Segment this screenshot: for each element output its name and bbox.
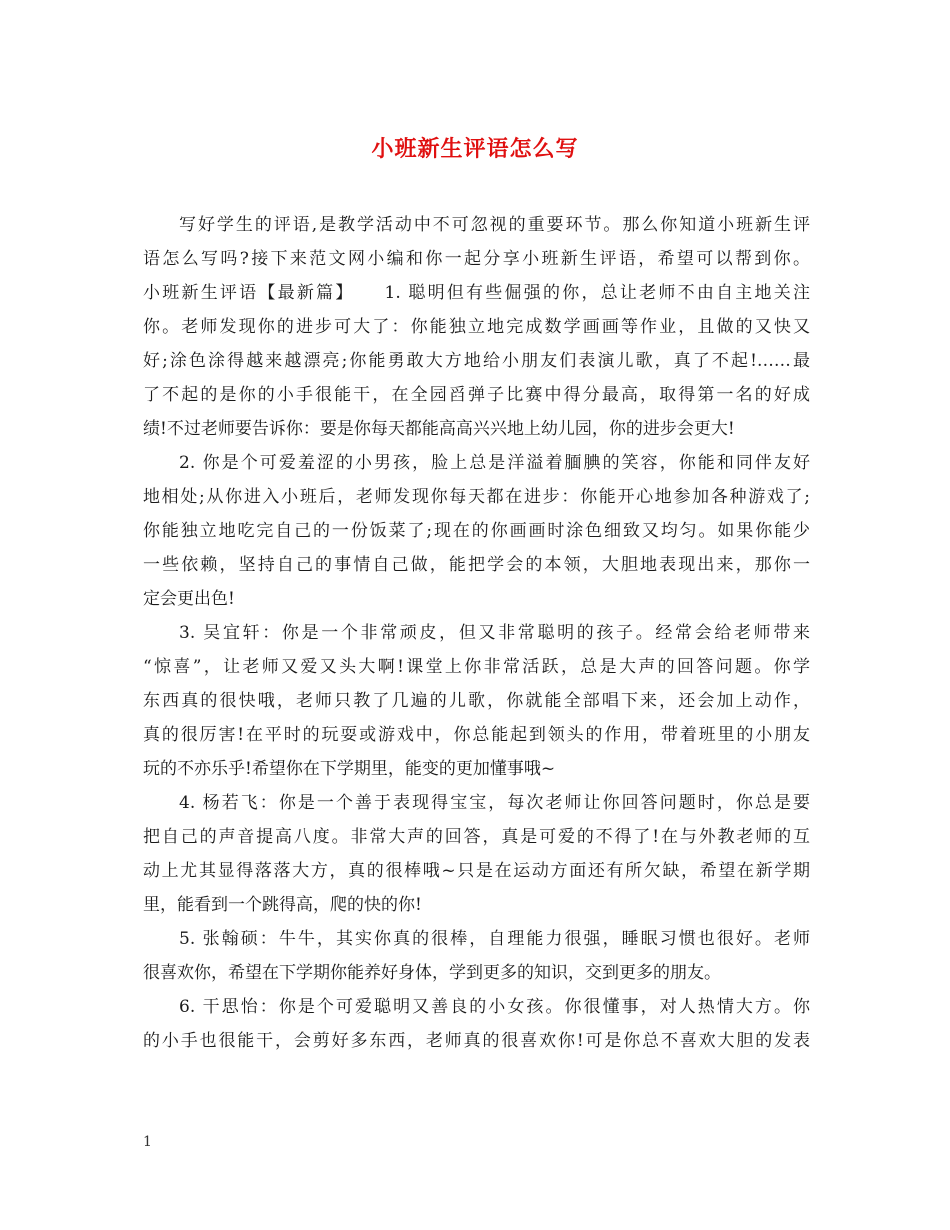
document-title: 小班新生评语怎么写	[371, 136, 579, 162]
paragraph-line: 把自己的声音提高八度。非常大声的回答，真是可爱的不得了!在与外教老师的互	[143, 827, 810, 847]
paragraph-line: 好;涂色涂得越来越漂亮;你能勇敢大方地给小朋友们表演儿歌，真了不起!……最	[143, 351, 810, 371]
paragraph-line: 了不起的是你的小手很能干，在全园舀弹子比赛中得分最高，取得第一名的好成	[143, 385, 810, 405]
paragraph-line: 6. 干思怡：你是个可爱聪明又善良的小女孩。你很懂事，对人热情大方。你	[179, 997, 810, 1017]
paragraph-line: 真的很厉害!在平时的玩耍或游戏中，你总能起到领头的作用，带着班里的小朋友	[143, 725, 810, 745]
paragraph-line: 语怎么写吗?接下来范文网小编和你一起分享小班新生评语，希望可以帮到你。	[143, 249, 810, 269]
paragraph-line: 地相处;从你进入小班后，老师发现你每天都在进步：你能开心地参加各种游戏了;	[143, 487, 810, 507]
paragraph-line: 玩的不亦乐乎!希望你在下学期里，能变的更加懂事哦~	[143, 759, 556, 779]
paragraph-line: 小班新生评语【最新篇】 1. 聪明但有些倔强的你，总让老师不由自主地关注	[143, 283, 810, 303]
page-number: 1	[143, 1134, 152, 1150]
paragraph-line: 绩!不过老师要告诉你：要是你每天都能高高兴兴地上幼儿园，你的进步会更大!	[143, 419, 735, 439]
paragraph-line: 你。老师发现你的进步可大了：你能独立地完成数学画画等作业，且做的又快又	[143, 317, 810, 337]
paragraph-line: 动上尤其显得落落大方，真的很棒哦~只是在运动方面还有所欠缺，希望在新学期	[143, 861, 810, 881]
paragraph-line: 东西真的很快哦，老师只教了几遍的儿歌，你就能全部唱下来，还会加上动作，	[143, 691, 810, 711]
document-body	[143, 208, 810, 1058]
paragraph-line: 很喜欢你，希望在下学期你能养好身体，学到更多的知识，交到更多的朋友。	[143, 963, 721, 983]
paragraph-line: 里，能看到一个跳得高，爬的快的你!	[143, 895, 422, 915]
paragraph-line: 写好学生的评语,是教学活动中不可忽视的重要环节。那么你知道小班新生评	[179, 215, 810, 235]
paragraph-line: 3. 吴宜轩：你是一个非常顽皮，但又非常聪明的孩子。经常会给老师带来	[179, 623, 810, 643]
paragraph-line: 4. 杨若飞：你是一个善于表现得宝宝，每次老师让你回答问题时，你总是要	[179, 793, 810, 813]
paragraph-line: 一些依赖，坚持自己的事情自己做，能把学会的本领，大胆地表现出来，那你一	[143, 555, 810, 575]
paragraph-line: 的小手也很能干，会剪好多东西，老师真的很喜欢你!可是你总不喜欢大胆的发表	[143, 1031, 810, 1051]
paragraph-line: 你能独立地吃完自己的一份饭菜了;现在的你画画时涂色细致又均匀。如果你能少	[143, 521, 810, 541]
paragraph-line: 定会更出色!	[143, 589, 235, 609]
paragraph-line: 5. 张翰硕：牛牛，其实你真的很棒，自理能力很强，睡眠习惯也很好。老师	[179, 929, 810, 949]
paragraph-line: “惊喜”，让老师又爱又头大啊!课堂上你非常活跃，总是大声的回答问题。你学	[143, 657, 810, 677]
paragraph-line: 2. 你是个可爱羞涩的小男孩，脸上总是洋溢着腼腆的笑容，你能和同伴友好	[179, 453, 810, 473]
